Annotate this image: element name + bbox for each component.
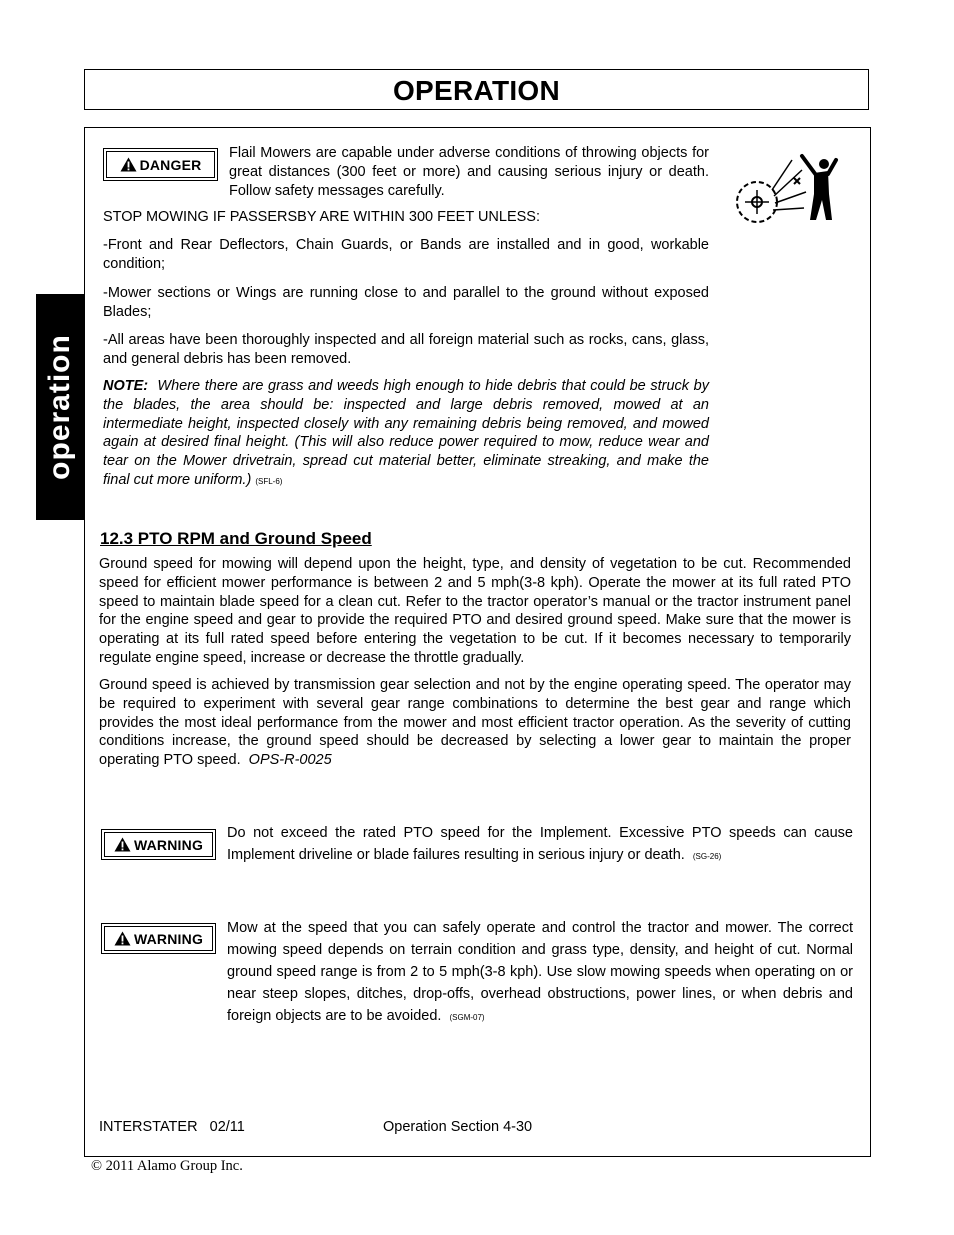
- warning-label: [101, 829, 216, 860]
- danger-intro: Flail Mowers are capable under adverse conditions of throwing objects for great distances (300 feet or more) and causing serious injury or death. Follow safety messages carefully.: [229, 145, 709, 199]
- alert-triangle-icon: [114, 837, 131, 852]
- page-header: [84, 69, 869, 110]
- warning-label-text: WARNING: [133, 930, 204, 947]
- note-paragraph: [103, 377, 709, 492]
- note-label: NOTE:: [103, 378, 149, 394]
- safety-bullet: -Mower sections or Wings are running close to and parallel to the ground without exposed Blades;: [103, 285, 709, 320]
- footer-section-page: Operation Section 4-30: [383, 1119, 533, 1135]
- section-heading: 12.3 PTO RPM and Ground Speed: [100, 529, 372, 548]
- page-title: OPERATION: [392, 75, 561, 106]
- alert-triangle-icon: [120, 157, 137, 172]
- note-reference: (SFL-6): [255, 476, 283, 486]
- paragraph-reference: OPS-R-0025: [248, 752, 332, 769]
- warning-text: Mow at the speed that you can safely operate and control the tractor and mower. The correct mowing speed depends on terrain condition and grass type, density, and height of cut. Normal ground speed range is from 2 to 5 mph(3-8 kph). Use slow mowing speeds when operating on or near steep slopes, ditches, drop-offs, overhead obstructions, power lines, or when debris and foreign objects are to be avoided.: [227, 920, 853, 1024]
- danger-label: [103, 148, 218, 181]
- stop-mowing-line: STOP MOWING IF PASSERSBY ARE WITHIN 300 FEET UNLESS:: [103, 209, 540, 225]
- warning-label: [101, 923, 216, 954]
- warning-label-text: WARNING: [133, 836, 204, 853]
- body-paragraph: Ground speed for mowing will depend upon the height, type, and density of vegetation to be cut. Recommended speed for efficient mower performance is between 2 and 5 mph(3-8 kph). Operate the mower at its full rated PTO speed to maintain blade speed for a clean cut. Refer to the tractor operator’s manual or the tractor instrument panel for the engine speed and gear to provide the required PTO and desired ground speed. Make sure that the mower is operating at its full rated speed before entering the vegetation to be cut. If it becomes necessary to temporarily regulate engine speed, increase or decrease the throttle gradually.: [99, 556, 851, 666]
- thrown-object-hazard-icon: [728, 150, 844, 226]
- warning-paragraph: [227, 822, 853, 868]
- section-side-tab: [36, 294, 84, 520]
- side-tab-label: operation: [43, 334, 76, 480]
- warning-text: Do not exceed the rated PTO speed for the Implement. Excessive PTO speeds can cause Implement driveline or blade failures resulting in serious injury or death.: [227, 825, 853, 863]
- paragraph-text: Ground speed is achieved by transmission gear selection and not by the engine operating speed. The operator may be required to experiment with several gear range combinations to determine the best gear and range which provides the most ideal performance from the mower and most efficient tractor operation. As the severity of cutting conditions increase, the ground speed should be decreased by selecting a lower gear to maintain the proper operating PTO speed.: [99, 677, 851, 769]
- safety-bullet: -All areas have been thoroughly inspected and all foreign material such as rocks, cans, glass, and general debris has been removed.: [103, 332, 709, 367]
- body-paragraph: [99, 676, 851, 770]
- copyright: © 2011 Alamo Group Inc.: [91, 1158, 243, 1174]
- alert-triangle-icon: [114, 931, 131, 946]
- warning-reference: (SG-26): [692, 852, 722, 861]
- footer-doc-id: INTERSTATER 02/11: [99, 1119, 245, 1135]
- safety-bullet: -Front and Rear Deflectors, Chain Guards, or Bands are installed and in good, workable condition;: [103, 237, 709, 272]
- danger-label-text: DANGER: [139, 156, 202, 173]
- warning-paragraph: [227, 917, 853, 1029]
- warning-reference: (SGM-07): [449, 1013, 485, 1022]
- note-text: Where there are grass and weeds high enough to hide debris that could be struck by the blades, the area should be: inspected and large debris removed, mowed at an intermediate height, inspected closely with any remaining debris being removed, and mowed again at desired final height. (This will also reduce power required to mow, reduce wear and tear on the Mower drivetrain, spread cut material better, eliminate streaking, and make the final cut more uniform.): [103, 378, 709, 488]
